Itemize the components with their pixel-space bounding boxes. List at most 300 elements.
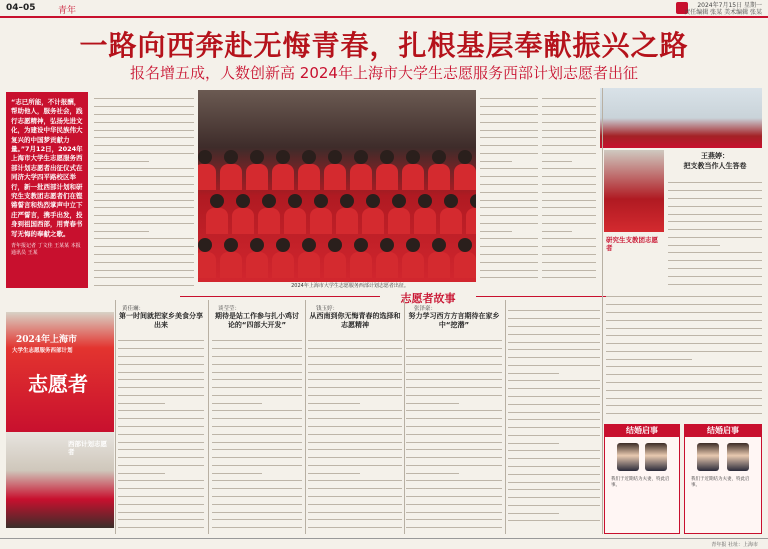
text-line [94, 139, 194, 146]
volunteer-head [236, 194, 250, 208]
text-line [308, 474, 402, 481]
volunteer-figure [232, 208, 254, 234]
volunteer-head [444, 194, 458, 208]
text-line [118, 451, 204, 458]
volunteer-head [380, 150, 394, 164]
volunteer-figure [402, 164, 424, 190]
text-line [94, 100, 194, 107]
text-line [508, 429, 600, 436]
text-line [212, 490, 302, 497]
text-line [308, 466, 360, 473]
text-line [212, 497, 302, 504]
volunteer-figure [388, 208, 410, 234]
text-line [94, 201, 194, 208]
column-divider [305, 300, 306, 534]
text-line [118, 350, 204, 357]
text-line [212, 451, 302, 458]
text-line [308, 451, 402, 458]
text-line [406, 404, 502, 411]
text-line [480, 154, 512, 161]
text-line [508, 382, 600, 389]
volunteer-head [224, 150, 238, 164]
volunteer-head [418, 194, 432, 208]
masthead-info: 2024年7月15日 星期一 责任编辑 张某 美术编辑 张某 [684, 2, 762, 16]
text-line [542, 170, 596, 177]
main-headline: 一路向西奔赴无悔青春，扎根基层奉献振兴之路 [79, 29, 689, 62]
text-line [94, 92, 194, 99]
volunteer-figure [246, 252, 268, 278]
lead-quote-byline: 青年报记者 丁文佳 王某某 本报通讯员 王某 [11, 243, 81, 257]
text-line [508, 483, 600, 490]
text-line [480, 232, 538, 239]
text-line [212, 365, 302, 372]
text-line [308, 388, 402, 395]
text-line [308, 396, 360, 403]
text-line [542, 232, 596, 239]
text-line [406, 466, 459, 473]
text-line [94, 232, 194, 239]
ad-title: 结婚启事 [605, 425, 679, 437]
groom-portrait [697, 443, 719, 471]
text-line [94, 240, 194, 247]
text-line [94, 170, 194, 177]
text-line [94, 193, 194, 200]
volunteer-head [470, 194, 476, 208]
text-line [118, 373, 204, 380]
text-line [212, 342, 302, 349]
page-header [0, 0, 768, 18]
text-line [508, 475, 600, 482]
text-line [542, 146, 596, 153]
ad-body: 我们于近期结为夫妻，特此启事。 [611, 477, 670, 488]
text-line [94, 154, 149, 161]
wedding-announcement [604, 424, 680, 534]
text-line [308, 427, 402, 434]
text-line [668, 176, 762, 183]
text-line [118, 365, 204, 372]
text-line [308, 505, 402, 512]
text-line [606, 313, 762, 320]
volunteer-head [340, 194, 354, 208]
text-line [668, 254, 762, 261]
text-line [480, 248, 538, 255]
text-line [212, 474, 302, 481]
volunteer-figure [198, 164, 216, 190]
volunteer-figure [350, 164, 372, 190]
text-line [212, 459, 302, 466]
text-line [406, 412, 502, 419]
text-line [118, 474, 204, 481]
volunteer-figure [376, 252, 398, 278]
volunteer-head [314, 194, 328, 208]
text-line [118, 490, 204, 497]
sub-headline: 报名增五成，人数创新高 2024年上海市大学生志愿服务西部计划志愿者出征 [130, 64, 638, 82]
text-line [606, 321, 762, 328]
volunteer-head [198, 150, 212, 164]
text-line [118, 505, 204, 512]
article-column [668, 176, 762, 286]
text-line [542, 131, 596, 138]
article-column [542, 92, 596, 282]
text-line [606, 344, 762, 351]
text-line [308, 459, 402, 466]
text-line [668, 277, 762, 284]
text-line [212, 435, 302, 442]
volunteer-head [354, 238, 368, 252]
story-author: 黄佳斓： [122, 306, 145, 312]
volunteer-figure [258, 208, 280, 234]
banner-photo: 2024年上海市 大学生志愿服务西部计划 志愿者 [6, 312, 114, 432]
text-line [406, 513, 502, 520]
text-line [94, 263, 194, 270]
text-line [668, 262, 762, 269]
text-line [542, 201, 596, 208]
text-line [118, 381, 204, 388]
column-divider [602, 88, 603, 534]
text-line [668, 199, 762, 206]
column-divider [208, 300, 209, 534]
page-footer: 青年报 社址：上海市 [0, 538, 768, 549]
right-top-photo [600, 88, 762, 148]
story-author: 谈莹莹： [218, 306, 241, 312]
story-title: 期待是站工作参与扎小鸡讨论的“四部大开发” [215, 312, 299, 329]
story-author: 张泽豪： [414, 306, 437, 312]
text-line [118, 459, 204, 466]
volunteer-head [328, 238, 342, 252]
text-line [118, 513, 204, 520]
text-line [212, 482, 302, 489]
story-title: 努力学习西方方言期待在家乡中“挖潜” [408, 312, 500, 329]
story-body [606, 290, 762, 420]
volunteer-head [380, 238, 394, 252]
page-number: 04–05 [6, 3, 36, 13]
text-line [406, 427, 502, 434]
text-line [668, 223, 762, 230]
text-line [508, 397, 600, 404]
text-line [94, 178, 194, 185]
text-line [118, 443, 204, 450]
text-line [668, 207, 762, 214]
story-body [118, 334, 204, 530]
volunteer-figure [298, 164, 320, 190]
text-line [480, 193, 538, 200]
text-line [480, 185, 538, 192]
text-line [508, 514, 600, 521]
text-line [508, 467, 600, 474]
volunteer-figure [220, 164, 242, 190]
text-line [480, 100, 538, 107]
volunteer-head [210, 194, 224, 208]
volunteer-head [262, 194, 276, 208]
text-line [212, 357, 302, 364]
volunteer-head [432, 238, 446, 252]
text-line [480, 271, 538, 278]
text-line [308, 435, 402, 442]
text-line [212, 350, 302, 357]
text-line [542, 255, 596, 262]
volunteer-head [276, 150, 290, 164]
right-photo-label: 研究生支教团志愿者 [606, 236, 658, 252]
volunteer-figure [454, 164, 476, 190]
text-line [606, 391, 762, 398]
text-line [508, 452, 600, 459]
text-line [406, 435, 502, 442]
volunteer-figure [428, 164, 450, 190]
text-line [668, 230, 762, 237]
text-line [542, 240, 596, 247]
story-body [508, 304, 600, 530]
volunteer-figure [206, 208, 228, 234]
volunteer-figure [272, 252, 294, 278]
text-line [118, 412, 204, 419]
right-column-title: 把支教当作人生答卷 [683, 162, 747, 170]
text-line [480, 162, 538, 169]
text-line [94, 248, 194, 255]
text-line [118, 342, 204, 349]
text-line [480, 217, 538, 224]
section-rule [180, 296, 380, 297]
volunteer-head [250, 238, 264, 252]
text-line [212, 388, 302, 395]
text-line [668, 246, 762, 253]
column-divider [505, 300, 506, 534]
text-line [406, 497, 502, 504]
text-line [542, 139, 596, 146]
text-line [542, 154, 572, 161]
volunteer-figure [466, 208, 476, 234]
text-line [94, 271, 194, 278]
text-line [668, 192, 762, 199]
story-title: 第一时间就把家乡美食分享出来 [119, 312, 203, 329]
text-line [508, 499, 600, 506]
volunteer-figure [350, 252, 372, 278]
text-line [508, 343, 600, 350]
volunteer-figure [402, 252, 424, 278]
wedding-announcement [684, 424, 762, 534]
text-line [212, 381, 302, 388]
text-line [606, 298, 762, 305]
text-line [606, 337, 762, 344]
text-line [212, 521, 302, 528]
text-line [212, 396, 262, 403]
text-line [406, 490, 502, 497]
text-line [308, 482, 402, 489]
text-line [508, 421, 600, 428]
text-line [118, 466, 165, 473]
text-line [508, 413, 600, 420]
main-photo-caption: 2024年上海市大学生志愿服务西部计划志愿者出征。 [291, 283, 409, 289]
text-line [508, 351, 600, 358]
text-line [606, 360, 762, 367]
volunteer-head [250, 150, 264, 164]
text-line [480, 224, 512, 231]
text-line [406, 342, 502, 349]
text-line [308, 443, 402, 450]
text-line [308, 513, 402, 520]
column-divider [115, 300, 116, 534]
text-line [406, 505, 502, 512]
article-column [480, 92, 538, 282]
volunteer-figure [298, 252, 320, 278]
text-line [508, 506, 559, 513]
volunteer-head [224, 238, 238, 252]
volunteer-figure [198, 252, 216, 278]
text-line [118, 427, 204, 434]
text-line [406, 443, 502, 450]
text-line [480, 240, 538, 247]
text-line [480, 92, 538, 99]
text-line [542, 108, 596, 115]
text-line [480, 115, 538, 122]
text-line [94, 162, 194, 169]
text-line [212, 466, 262, 473]
volunteer-figure [284, 208, 306, 234]
text-line [542, 193, 596, 200]
text-line [542, 209, 596, 216]
text-line [118, 482, 204, 489]
text-line [508, 366, 559, 373]
text-line [212, 505, 302, 512]
text-line [508, 304, 600, 311]
text-line [508, 320, 600, 327]
text-line [94, 217, 194, 224]
text-line [606, 376, 762, 383]
text-line [308, 350, 402, 357]
text-line [308, 334, 402, 341]
volunteer-figure [272, 164, 294, 190]
text-line [606, 368, 762, 375]
text-line [94, 185, 194, 192]
story-section-title: 志愿者故事 [400, 292, 456, 305]
text-line [94, 108, 194, 115]
text-line [212, 427, 302, 434]
text-line [508, 460, 600, 467]
main-photo [198, 90, 476, 282]
story-author: 钱玉婷： [316, 306, 339, 312]
bride-portrait [727, 443, 749, 471]
text-line [308, 412, 402, 419]
text-line [606, 383, 762, 390]
text-line [118, 497, 204, 504]
volunteer-figure [336, 208, 358, 234]
group-photo-label: 西部计划志愿者 [68, 440, 107, 456]
text-line [406, 357, 502, 364]
text-line [308, 404, 402, 411]
text-line [606, 306, 762, 313]
text-line [480, 209, 538, 216]
text-line [406, 521, 502, 528]
text-line [308, 365, 402, 372]
text-line [308, 497, 402, 504]
text-line [406, 474, 502, 481]
text-line [508, 374, 600, 381]
text-line [118, 357, 204, 364]
text-line [406, 396, 459, 403]
text-line [212, 404, 302, 411]
text-line [118, 435, 204, 442]
text-line [308, 521, 402, 528]
groom-portrait [617, 443, 639, 471]
text-line [308, 490, 402, 497]
column-divider [404, 300, 405, 534]
right-column-author: 王燕婷： [701, 152, 729, 160]
volunteer-figure [310, 208, 332, 234]
text-line [480, 263, 538, 270]
text-line [668, 184, 762, 191]
volunteer-figure [440, 208, 462, 234]
text-line [508, 312, 600, 319]
text-line [606, 352, 692, 359]
story-body [406, 334, 502, 530]
text-line [406, 365, 502, 372]
text-line [542, 178, 596, 185]
text-line [508, 335, 600, 342]
bride-portrait [645, 443, 667, 471]
text-line [508, 436, 559, 443]
text-line [308, 381, 402, 388]
text-line [118, 420, 204, 427]
right-portrait-photo [604, 150, 664, 232]
volunteer-head [302, 150, 316, 164]
text-line [480, 170, 538, 177]
text-line [406, 373, 502, 380]
text-line [508, 405, 600, 412]
text-line [406, 420, 502, 427]
text-line [212, 513, 302, 520]
volunteer-figure [246, 164, 268, 190]
text-line [118, 521, 204, 528]
text-line [308, 342, 402, 349]
volunteer-head [354, 150, 368, 164]
lead-quote-text: “志已所能，不计报酬，帮助他人，服务社会，践行志愿精神，弘扬先进文化，为建设中华民族伟大复兴的中国梦贡献力量。”7月12日，2024年上海市大学生志愿服务西部计划志愿者出征仪式在同济大学四平路校区举行，新一批西部计划和研究生支教团志愿者们在铿锵誓言和热烈掌声中立下庄严誓言，携手出发，投身到祖国西部，用青春书写无悔的奉献之歌。 [11, 98, 83, 238]
story-body [212, 334, 302, 530]
volunteer-figure [220, 252, 242, 278]
text-line [406, 388, 502, 395]
text-line [94, 131, 194, 138]
text-line [606, 290, 762, 297]
volunteer-head [366, 194, 380, 208]
text-line [118, 388, 204, 395]
volunteer-head [406, 150, 420, 164]
volunteer-head [288, 194, 302, 208]
volunteer-figure [324, 252, 346, 278]
text-line [480, 178, 538, 185]
text-line [606, 407, 762, 414]
text-line [308, 373, 402, 380]
text-line [508, 390, 600, 397]
section-label: 青年 [58, 6, 77, 16]
volunteer-head [432, 150, 446, 164]
text-line [406, 381, 502, 388]
text-line [542, 100, 596, 107]
text-line [480, 139, 538, 146]
text-line [480, 123, 538, 130]
text-line [94, 209, 194, 216]
text-line [406, 451, 502, 458]
volunteer-head [302, 238, 316, 252]
text-line [542, 248, 596, 255]
text-line [94, 279, 194, 286]
text-line [94, 146, 194, 153]
text-line [508, 491, 600, 498]
text-line [508, 327, 600, 334]
text-line [668, 269, 762, 276]
text-line [94, 255, 194, 262]
text-line [542, 271, 596, 278]
ad-body: 我们于近期结为夫妻，特此启事。 [691, 477, 750, 488]
text-line [212, 412, 302, 419]
text-line [542, 263, 596, 270]
